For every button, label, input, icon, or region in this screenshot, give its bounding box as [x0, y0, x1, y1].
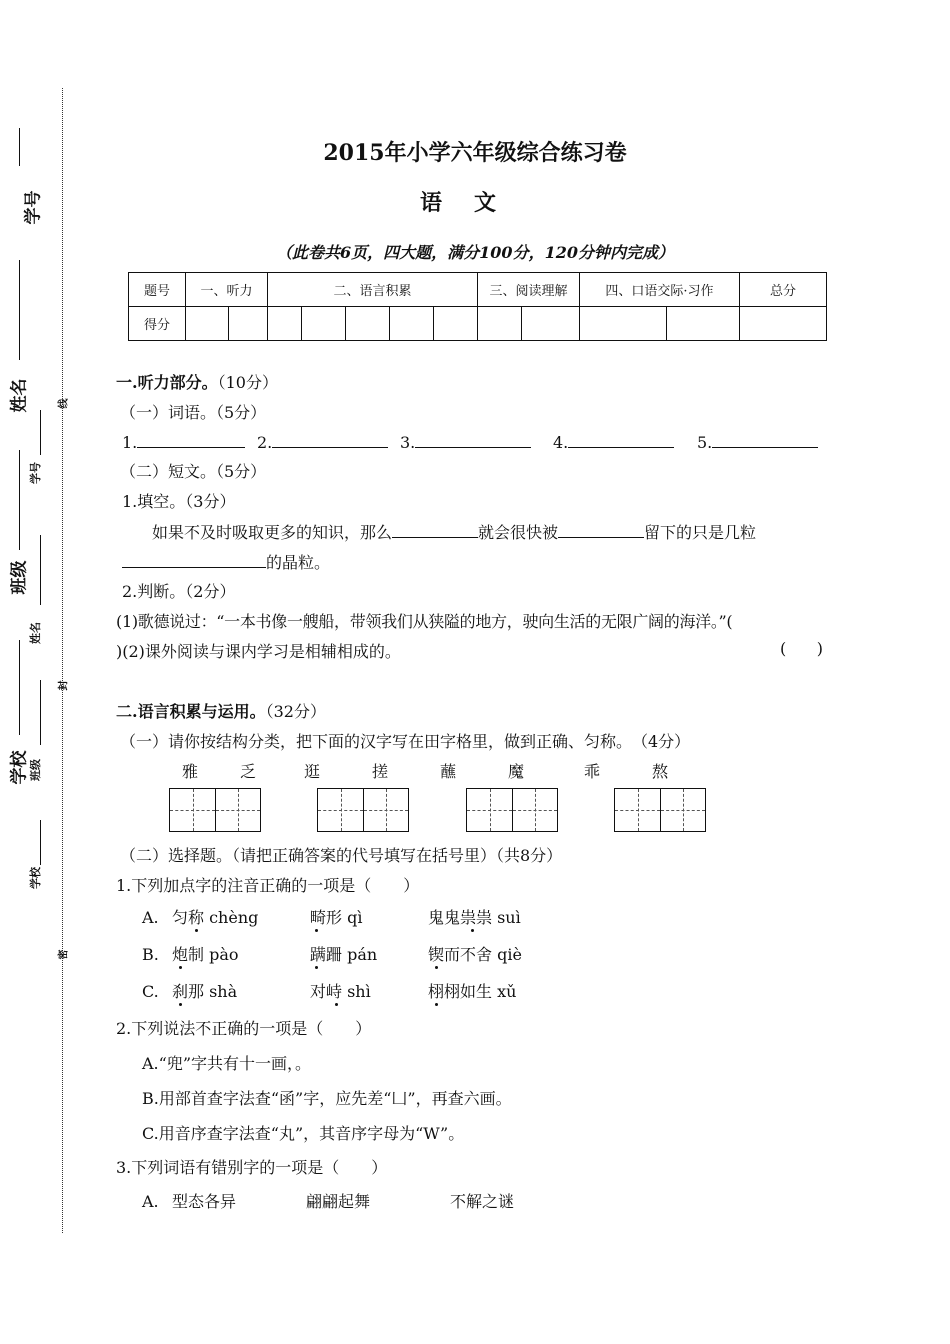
fill-text: 如果不及时吸取更多的知识，那么	[152, 523, 393, 542]
option-item: 翩翩起舞	[306, 1192, 371, 1211]
tianzige-group-3[interactable]	[466, 788, 558, 832]
option-label: A.	[142, 1192, 159, 1211]
section1-part2: （二）短文。（5分）	[120, 462, 267, 481]
fill-label: 1.填空。（3分）	[122, 492, 236, 511]
word-blank-1	[122, 431, 245, 452]
score-header-cell: 四、口语交际·习作	[580, 273, 740, 307]
binding-small-line-2	[40, 535, 41, 605]
score-cell	[478, 307, 522, 341]
section1-heading	[116, 370, 278, 393]
word-blank-label: 4.	[553, 433, 569, 452]
emphasis-dot	[179, 1003, 182, 1006]
seal-feng: 封	[58, 680, 70, 691]
section1-part1: （一）词语。（5分）	[120, 403, 267, 422]
word-blank-label: 3.	[400, 433, 416, 452]
option-item: 锲而不舍 qiè	[428, 945, 522, 964]
option-item: 炮制 pào	[172, 945, 239, 964]
q2-option-c: C.用音序查字法查“丸”，其音序字母为“W”。	[142, 1124, 465, 1143]
binding-label-xuehao: 学号	[23, 190, 44, 225]
score-header-cell: 题号	[129, 273, 186, 307]
answer-blank[interactable]	[712, 431, 818, 448]
option-item: 刹那 shà	[172, 982, 238, 1001]
section1-heading-score: （10分）	[217, 373, 278, 392]
answer-blank[interactable]	[122, 551, 266, 568]
tianzige-cell[interactable]	[363, 789, 408, 831]
tianzige-group-4[interactable]	[614, 788, 706, 832]
score-table-header-row	[129, 273, 827, 307]
q2-option-a: A.“兜”字共有十一画，。	[142, 1054, 312, 1073]
emphasis-dot	[435, 1003, 438, 1006]
score-table-score-row	[129, 307, 827, 341]
option-item: 鬼鬼祟祟 suì	[428, 908, 521, 927]
binding-small-xuehao: 学号	[29, 462, 42, 484]
tianzige-group-2[interactable]	[317, 788, 409, 832]
word-blank-5	[697, 431, 818, 452]
binding-line-name	[19, 260, 20, 360]
option-item: 匀称 chèng	[172, 908, 259, 927]
binding-small-line-3	[40, 680, 41, 745]
char-3: 逛	[304, 762, 321, 781]
score-cell	[667, 307, 740, 341]
judge-label: 2.判断。（2分）	[122, 582, 236, 601]
binding-small-line-4	[40, 820, 41, 865]
section2-part2: （二）选择题。（请把正确答案的代号填写在括号里）（共8分）	[120, 846, 563, 865]
section2-heading	[116, 699, 326, 722]
tianzige-cell[interactable]	[512, 789, 557, 831]
char-2: 乏	[240, 762, 257, 781]
tianzige-cell[interactable]	[170, 789, 215, 831]
score-cell	[229, 307, 268, 341]
seal-xian: 线	[58, 398, 70, 409]
binding-line-class	[19, 450, 20, 550]
subject-title: 语文	[420, 190, 529, 216]
binding-small-xingming: 姓名	[29, 622, 42, 644]
binding-small-line-1	[40, 410, 41, 455]
q1-option-a	[142, 905, 521, 928]
binding-small-banji: 班级	[29, 759, 42, 781]
answer-blank[interactable]	[392, 521, 478, 538]
word-blank-label: 5.	[697, 433, 713, 452]
answer-blank[interactable]	[415, 431, 531, 448]
judge-line-2: )(2)课外阅读与课内学习是相辅相成的。	[116, 642, 401, 661]
section1-heading-text: 一.听力部分。	[116, 373, 218, 392]
question-1: 1.下列加点字的注音正确的一项是（ ）	[116, 876, 420, 895]
emphasis-dot	[315, 929, 318, 932]
binding-line-school	[19, 640, 20, 735]
answer-blank[interactable]	[558, 521, 644, 538]
tianzige-cell[interactable]	[215, 789, 260, 831]
section2-heading-text: 二.语言积累与运用。	[116, 702, 266, 721]
judge-line-1: (1)歌德说过：“一本书像一艘船，带领我们从狭隘的地方，驶向生活的无限广阔的海洋。”(	[116, 612, 733, 631]
exam-title: 2015年小学六年级综合练习卷	[323, 140, 627, 166]
score-row-label: 得分	[129, 307, 186, 341]
binding-label-xingming: 姓名	[9, 378, 30, 413]
answer-blank[interactable]	[568, 431, 674, 448]
option-label: B.	[142, 945, 159, 964]
answer-blank[interactable]	[272, 431, 388, 448]
char-1: 雅	[182, 762, 199, 781]
binding-label-xuexiao: 学校	[9, 750, 30, 785]
tianzige-cell[interactable]	[660, 789, 705, 831]
score-cell	[346, 307, 390, 341]
section2-part1: （一）请你按结构分类，把下面的汉字写在田字格里，做到正确、匀称。 （4分）	[120, 732, 691, 751]
score-cell	[522, 307, 580, 341]
seal-mi: 密	[58, 949, 70, 960]
word-blank-4	[553, 431, 674, 452]
char-7: 乖	[584, 762, 601, 781]
char-4: 搓	[372, 762, 389, 781]
option-item: 不解之谜	[450, 1192, 515, 1211]
emphasis-dot	[179, 966, 182, 969]
fill-text: 就会很快被	[478, 523, 559, 542]
word-blank-3	[400, 431, 531, 452]
binding-label-banji: 班级	[9, 560, 30, 595]
q2-option-b: B.用部首查字法查“函”字，应先差“凵”，再查六画。	[142, 1089, 512, 1108]
tianzige-cell[interactable]	[467, 789, 512, 831]
score-cell	[740, 307, 827, 341]
option-item: 型态各异	[172, 1192, 237, 1211]
score-table	[128, 272, 827, 341]
score-cell	[390, 307, 434, 341]
answer-blank[interactable]	[137, 431, 245, 448]
emphasis-dot	[471, 929, 474, 932]
score-cell	[580, 307, 667, 341]
question-2: 2.下列说法不正确的一项是（ ）	[116, 1019, 372, 1038]
q1-option-c	[142, 979, 516, 1002]
fill-text: 留下的只是几粒	[644, 523, 757, 542]
char-6: 魔	[508, 762, 525, 781]
tianzige-cell[interactable]	[615, 789, 660, 831]
score-header-cell: 总分	[740, 273, 827, 307]
option-item: 蹒跚 pán	[310, 945, 378, 964]
option-item: 对峙 shì	[310, 982, 371, 1001]
char-5: 蘸	[440, 762, 457, 781]
emphasis-dot	[195, 929, 198, 932]
score-cell	[186, 307, 229, 341]
option-item: 畸形 qì	[310, 908, 363, 927]
fill-sentence-line2	[122, 550, 330, 573]
fill-text: 的晶粒。	[266, 553, 331, 572]
q1-option-b	[142, 942, 522, 965]
char-8: 熬	[652, 762, 669, 781]
score-header-cell: 三、阅读理解	[478, 273, 580, 307]
emphasis-dot	[335, 1003, 338, 1006]
judge-answer-paren[interactable]: ( )	[780, 639, 823, 658]
score-cell	[268, 307, 302, 341]
q3-option-a	[142, 1189, 514, 1212]
score-header-cell: 二、语言积累	[268, 273, 478, 307]
option-item: 栩栩如生 xǔ	[428, 982, 517, 1001]
tianzige-group-1[interactable]	[169, 788, 261, 832]
option-label: C.	[142, 982, 159, 1001]
emphasis-dot	[315, 966, 318, 969]
emphasis-dot	[435, 966, 438, 969]
word-blank-label: 2.	[257, 433, 273, 452]
option-label: A.	[142, 908, 159, 927]
fill-sentence-line1	[152, 520, 756, 543]
score-cell	[434, 307, 478, 341]
score-cell	[302, 307, 346, 341]
binding-small-xuexiao: 学校	[29, 867, 42, 889]
tianzige-cell[interactable]	[318, 789, 363, 831]
exam-note: （此卷共6页，四大题，满分100分，120分钟内完成）	[276, 243, 674, 262]
score-header-cell: 一、听力	[186, 273, 268, 307]
word-blank-2	[257, 431, 388, 452]
question-3: 3.下列词语有错别字的一项是（ ）	[116, 1158, 388, 1177]
word-blank-label: 1.	[122, 433, 138, 452]
section2-heading-score: （32分）	[265, 702, 326, 721]
